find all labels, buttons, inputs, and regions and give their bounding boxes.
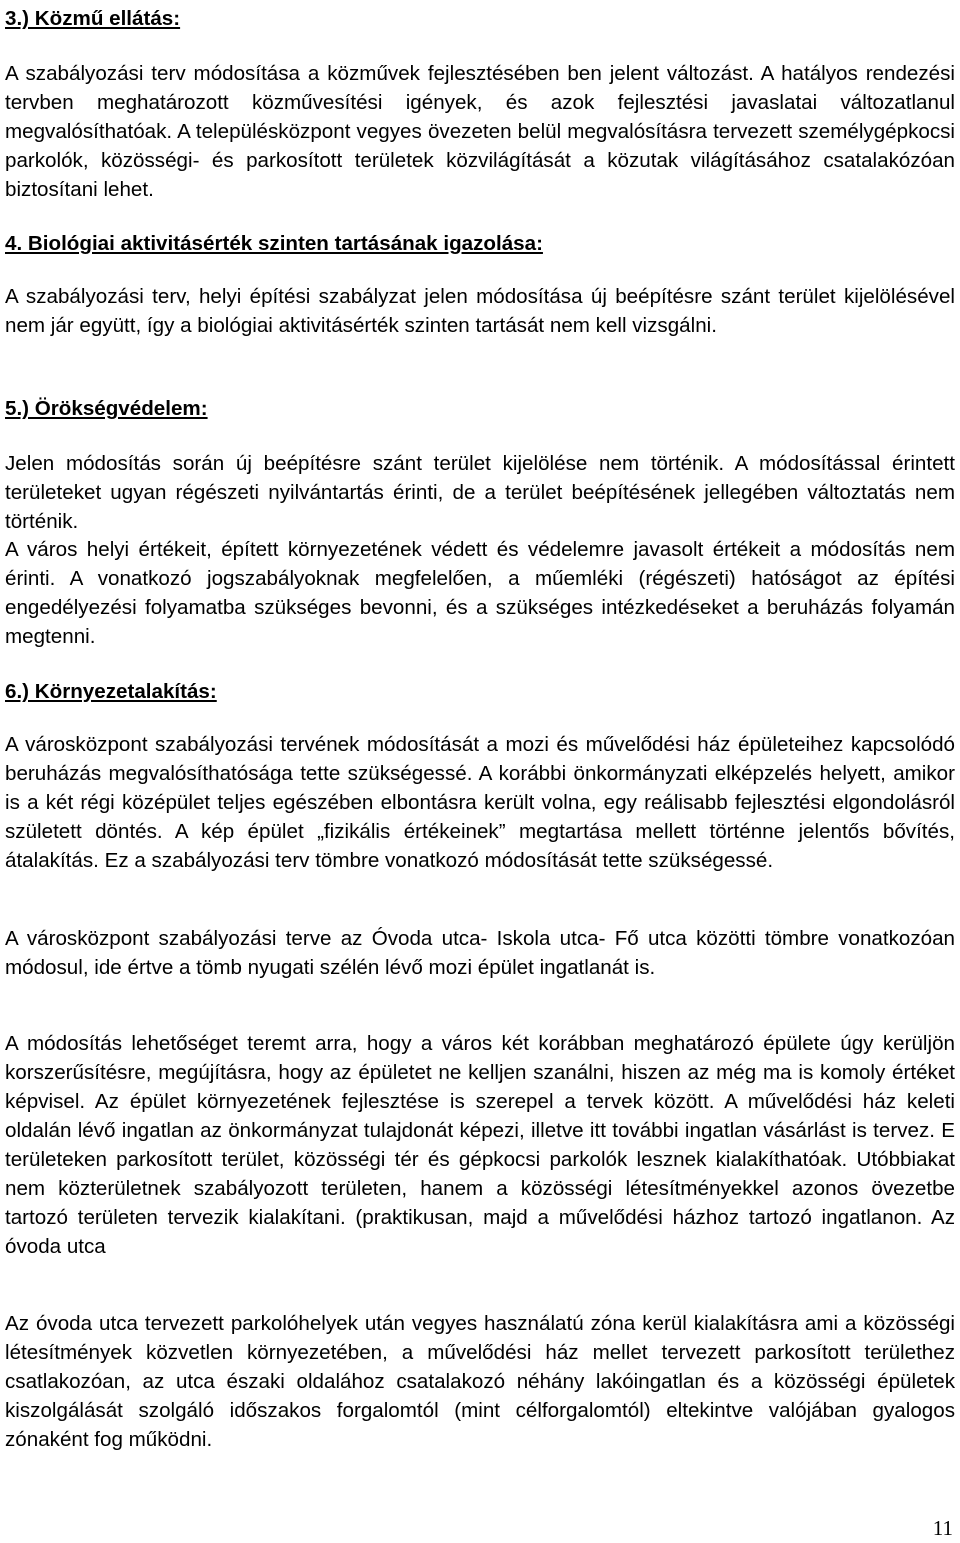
section-heading-biologiai: 4. Biológiai aktivitásérték szinten tartásának igazolása: — [5, 232, 543, 255]
section-heading-orokseg: 5.) Örökségvédelem: — [5, 397, 208, 420]
paragraph-orokseg-2: A város helyi értékeit, épített környezetének védett és védelemre javasolt értékeit a módosítás nem érinti. A vonatkozó jogszabályoknak megfelelően, a műemléki (régészeti) hatóságot az építési engedélyezési folyamatba szükséges bevonni, és a szükséges intézkedéseket a beruházás folyamán megtenni. — [5, 538, 955, 648]
paragraph-kozmu-1: A szabályozási terv módosítása a közművek fejlesztésében ben jelent változást. A hatályos rendezési tervben meghatározott közművesítési igények, és azok fejlesztési javaslatai változatlanul megvalósíthatóak. A településközpont vegyes övezeten belül megvalósításra tervezett személygépkocsi parkolók, közösségi- és parkosított területek közvilágítását a közutak világításához csatalakózóan biztosítani lehet. — [5, 62, 955, 201]
paragraph-kornyezet-1: A városközpont szabályozási tervének módosítását a mozi és művelődési ház épületeihez kapcsolódó beruházás megvalósíthatósága tette szükségessé. A korábbi önkormányzati elképzelés helyett, amikor is a két régi középület teljes egészében elbontásra került volna, egy reálisabb fejlesztési elgondolásról született döntés. A kép épület „fizikális értékeinek” megtartása mellett történne jelentős bővítés, átalakítás. Ez a szabályozási terv tömbre vonatkozó módosítását tette szükségessé. — [5, 733, 955, 872]
paragraph-biologiai-1: A szabályozási terv, helyi építési szabályzat jelen módosítása új beépítésre szánt terület kijelölésével nem jár együtt, így a biológiai aktivitásérték szinten tartását nem kell vizsgálni. — [5, 285, 955, 337]
paragraph-orokseg-1: Jelen módosítás során új beépítésre szánt terület kijelölése nem történik. A módosítással érintett területeket ugyan régészeti nyilvántartás érinti, de a terület beépítésének jellegében változtatás nem történik. — [5, 452, 955, 533]
paragraph-kornyezet-3: A módosítás lehetőséget teremt arra, hogy a város két korábban meghatározó épülete úgy kerüljön korszerűsítésre, megújításra, hogy az épületet ne kelljen szanálni, hiszen az még ma is komoly értéket képvisel. Az épület környezetének fejlesztése is szerepel a tervek között. A művelődési ház keleti oldalán lévő ingatlan az önkormányzat tulajdonát képezi, illetve itt további ingatlan vásárlást is tervez. E területeken parkosított terület, közösségi tér és gépkocsi parkolók lesznek kialakíthatóak. Utóbbiakat nem közterületnek szabályozott területen, hanem a közösségi létesítményekkel azonos övezetbe tartozó területen tervezik kialakítani. (praktikusan, majd a művelődési házhoz tartozó ingatlanon. Az óvoda utca — [5, 1032, 955, 1258]
section-heading-kozmu: 3.) Közmű ellátás: — [5, 7, 181, 30]
section-heading-kornyezet: 6.) Környezetalakítás: — [5, 680, 217, 703]
page-number: 11 — [932, 1516, 953, 1540]
paragraph-kornyezet-4: Az óvoda utca tervezett parkolóhelyek után vegyes használatú zóna kerül kialakításra ami a közösségi létesítmények közvetlen környezetében, a művelődési ház mellet tervezett parkosított területhez csatlakozóan, az utca északi oldalához csatalakozó néhány lakóingatlan és a közösségi épületek kiszolgálását szolgáló időszakos forgalomtól (mint célforgalomtól) eltekintve valójában gyalogos zónaként fog működni. — [5, 1312, 955, 1451]
paragraph-kornyezet-2: A városközpont szabályozási terve az Óvoda utca- Iskola utca- Fő utca közötti tömbre vonatkozóan módosul, ide értve a tömb nyugati szélén lévő mozi épület ingatlanát is. — [5, 927, 955, 979]
